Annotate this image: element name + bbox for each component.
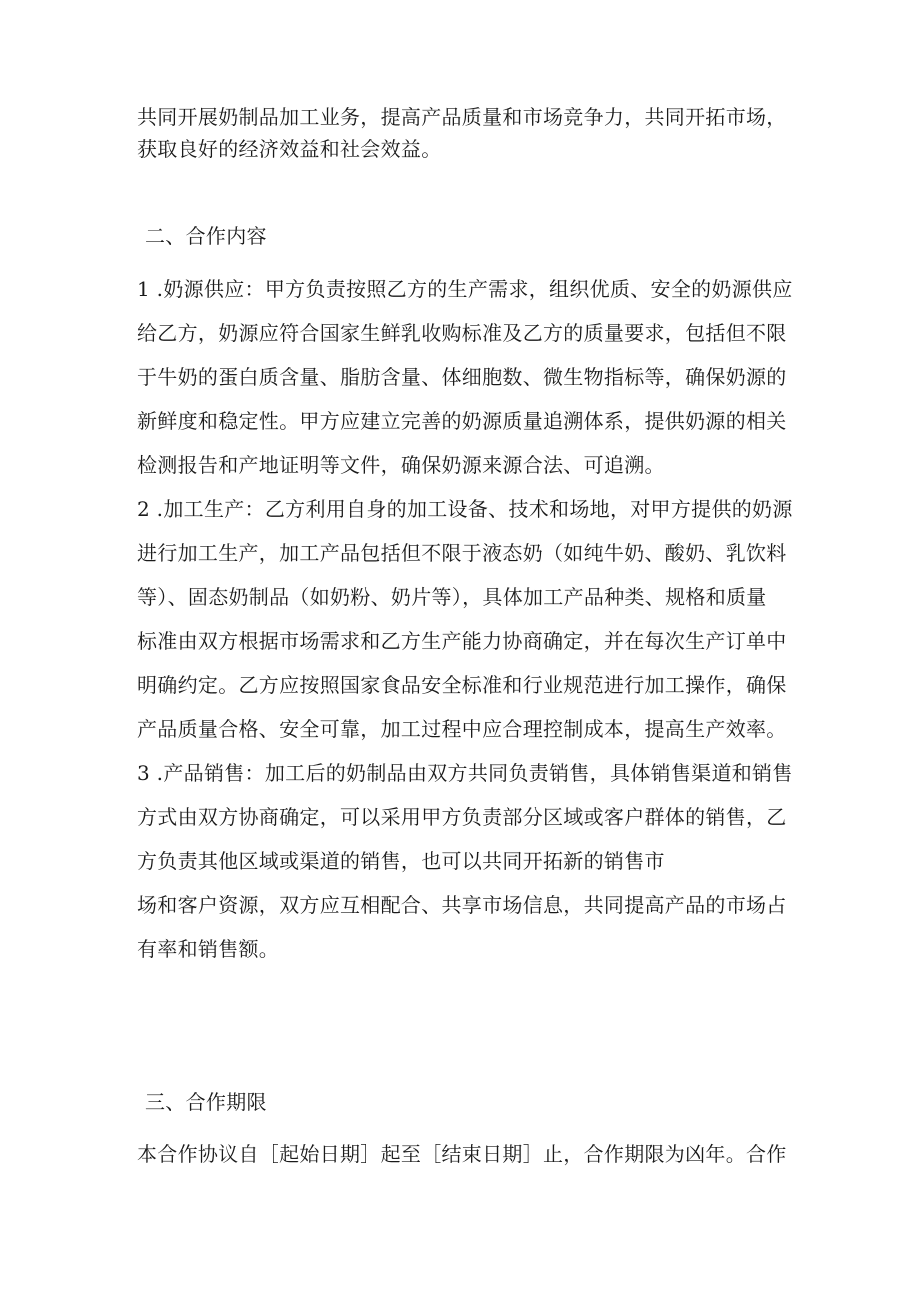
text-line: 新鲜度和稳定性。甲方应建立完善的奶源质量追溯体系，提供奶源的相关 — [137, 409, 787, 433]
text-line: 给乙方，奶源应符合国家生鲜乳收购标准及乙方的质量要求，包括但不限 — [137, 321, 787, 345]
text-line: 产品质量合格、安全可靠，加工过程中应合理控制成本，提高生产效率。 — [137, 717, 787, 741]
text-line: 3 .产品销售：加工后的奶制品由双方共同负责销售，具体销售渠道和销售 — [137, 761, 793, 785]
text-line: 于牛奶的蛋白质含量、脂肪含量、体细胞数、微生物指标等，确保奶源的 — [137, 365, 787, 389]
text-line: 标准由双方根据市场需求和乙方生产能力协商确定，并在每次生产订单中 — [137, 629, 787, 653]
text-line: 方式由双方协商确定，可以采用甲方负责部分区域或客户群体的销售，乙 — [137, 805, 787, 829]
intro-paragraph — [137, 101, 797, 165]
section-heading-cooperation-term: 三、合作期限 — [145, 1090, 267, 1114]
text-line: 等）、固态奶制品（如奶粉、奶片等），具体加工产品种类、规格和质量 — [137, 585, 767, 609]
text-line: 明确约定。乙方应按照国家食品安全标准和行业规范进行加工操作，确保 — [137, 673, 787, 697]
text-line: 检测报告和产地证明等文件，确保奶源来源合法、可追溯。 — [137, 453, 665, 477]
text-line: 场和客户资源，双方应互相配合、共享市场信息，共同提高产品的市场占 — [137, 893, 787, 917]
text-line: 1 .奶源供应：甲方负责按照乙方的生产需求，组织优质、安全的奶源供应 — [137, 277, 793, 301]
text-line: 2 .加工生产：乙方利用自身的加工设备、技术和场地，对甲方提供的奶源 — [137, 497, 793, 521]
text-line: 获取良好的经济效益和社会效益。 — [137, 137, 442, 161]
text-line: 本合作协议自［起始日期］起至［结束日期］止，合作期限为凶年。合作 — [137, 1142, 787, 1166]
text-line: 共同开展奶制品加工业务，提高产品质量和市场竞争力，共同开拓市场， — [137, 105, 787, 129]
section-body-cooperation-content — [137, 267, 797, 971]
section-heading-cooperation-content: 二、合作内容 — [145, 224, 267, 248]
text-line: 进行加工生产，加工产品包括但不限于液态奶（如纯牛奶、酸奶、乳饮料 — [137, 541, 787, 565]
section-body-cooperation-term — [137, 1132, 797, 1176]
text-line: 方负责其他区域或渠道的销售，也可以共同开拓新的销售市 — [137, 849, 665, 873]
text-line: 有率和销售额。 — [137, 937, 280, 961]
